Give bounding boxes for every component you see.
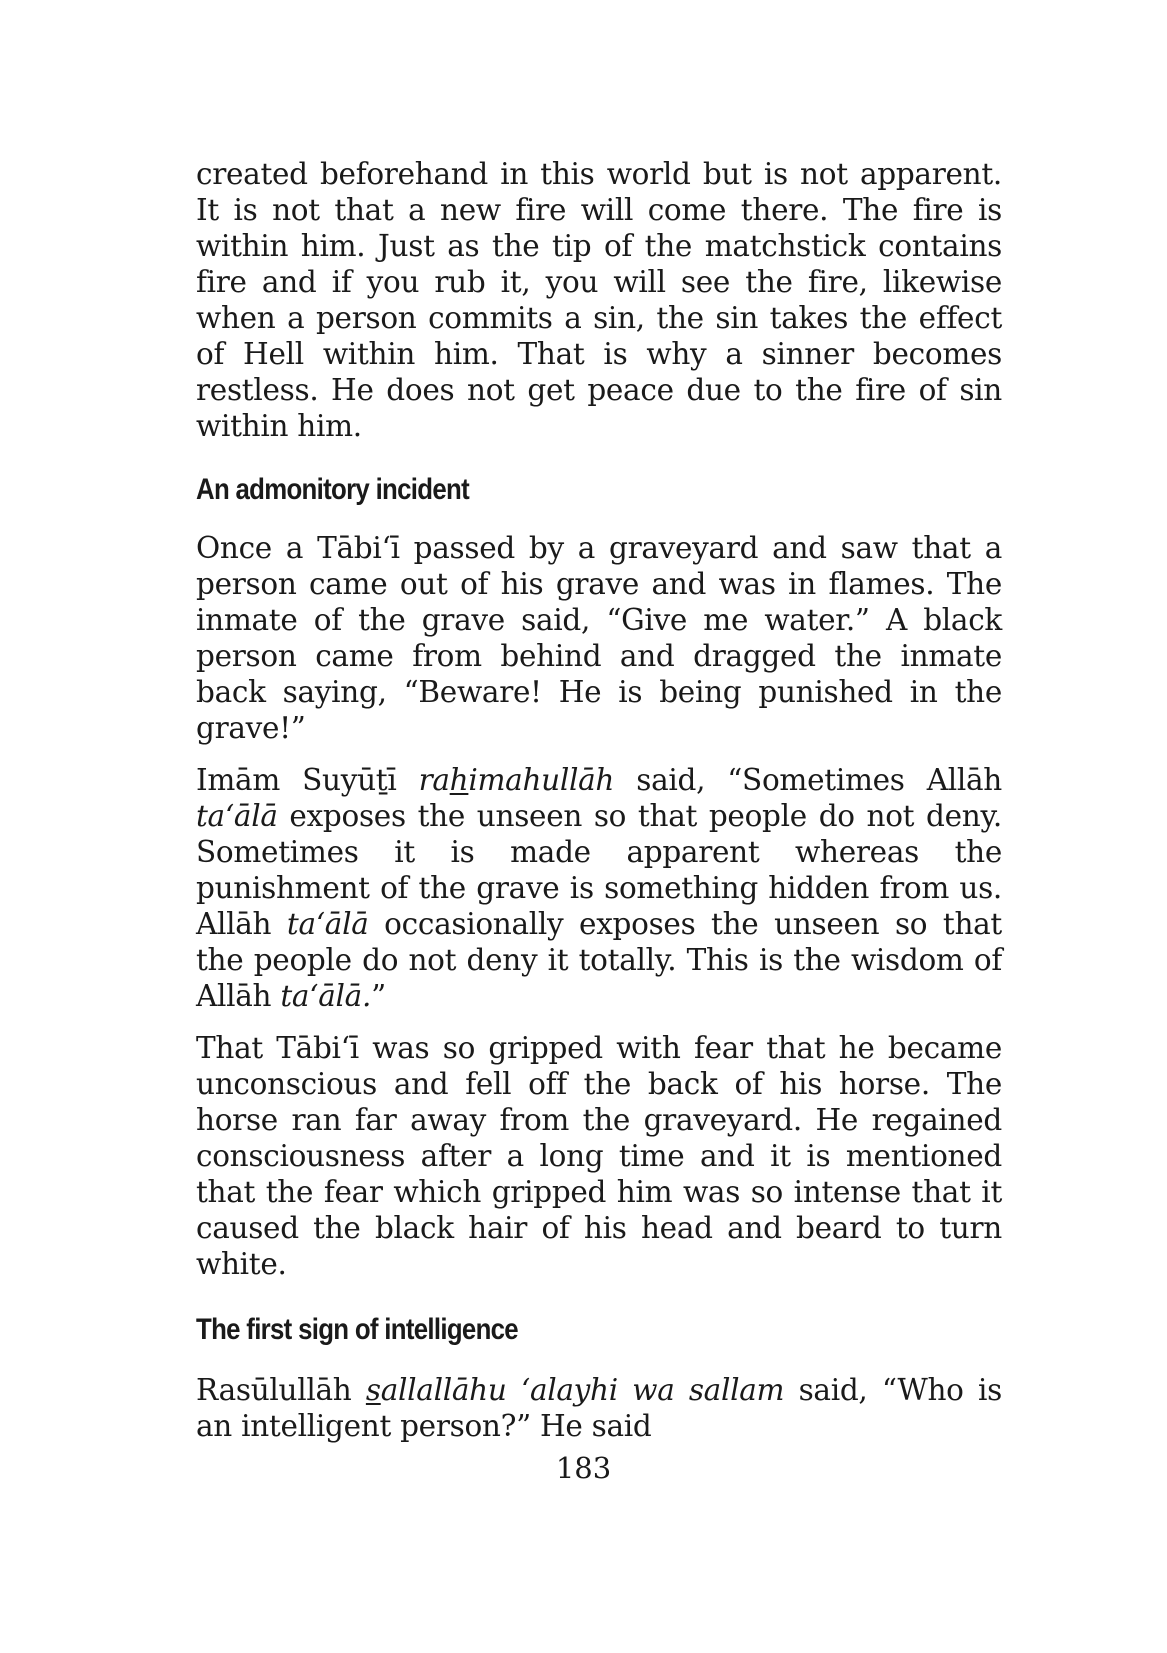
- text-run: said, “Sometimes Allāh: [614, 763, 1002, 797]
- honorific-part: ra: [418, 763, 450, 797]
- text-run: exposes the unseen so that people do not deny. Sometimes it is made apparent whereas the punishment of the grave is something hidden from us. Allāh: [196, 799, 1002, 941]
- honorific-italic: ta‘ālā.: [280, 979, 372, 1013]
- paragraph-fire-within: created beforehand in this world but is not apparent. It is not that a new fire will come there. The fire is within him. Just as the tip of the matchstick contains fire and if you rub it, you will see the fire, likewise when a person commits a sin, the sin takes the effect of Hell within him. That is why a sinner becomes restless. He does not get peace due to the fire of sin within him.: [196, 157, 1002, 443]
- honorific-italic: ta‘ālā: [196, 799, 278, 833]
- text-run: occasionally exposes the unseen so that the people do not deny it totally. This is the wisdom of Allāh: [196, 907, 1002, 1013]
- paragraph-rasulullah: [196, 1372, 1002, 1444]
- honorific-italic: [419, 763, 615, 797]
- paragraph-tabii-fear: That Tābi‘ī was so gripped with fear that he became unconscious and fell off the back of his horse. The horse ran far away from the graveyard. He regained consciousness after a long time and it is mentioned that the fear which gripped him was so intense that it caused the black hair of his head and beard to turn white.: [196, 1031, 1002, 1281]
- honorific-italic: ta‘ālā: [286, 907, 369, 941]
- text-run: said, “Who is an intelligent person?” He said: [196, 1373, 1002, 1443]
- paragraph-graveyard-incident: Once a Tābi‘ī passed by a graveyard and saw that a person came out of his grave and was in flames. The inmate of the grave said, “Give me water.” A black person came from behind and dragged the inmate back saying, “Beware! He is being punished in the grave!”: [196, 531, 1002, 745]
- salutation-italic: [366, 1373, 784, 1407]
- text-run: ”: [371, 979, 386, 1013]
- heading-first-sign-intelligence: The first sign of intelligence: [196, 1313, 518, 1346]
- paragraph-imam-suyuti: [196, 762, 1002, 1014]
- honorific-underlined-letter: h: [449, 763, 469, 797]
- page-content: [196, 156, 1002, 1444]
- page-number: 183: [555, 1451, 612, 1485]
- salutation-underlined-letter: s: [365, 1373, 381, 1407]
- text-run: Rasūlullāh: [196, 1373, 366, 1407]
- heading-admonitory-incident: An admonitory incident: [196, 473, 469, 506]
- text-run: Imām Suyūṯī: [196, 763, 419, 797]
- honorific-part: imahullāh: [468, 763, 615, 797]
- salutation-part: allallāhu ‘alayhi wa sallam: [380, 1373, 785, 1407]
